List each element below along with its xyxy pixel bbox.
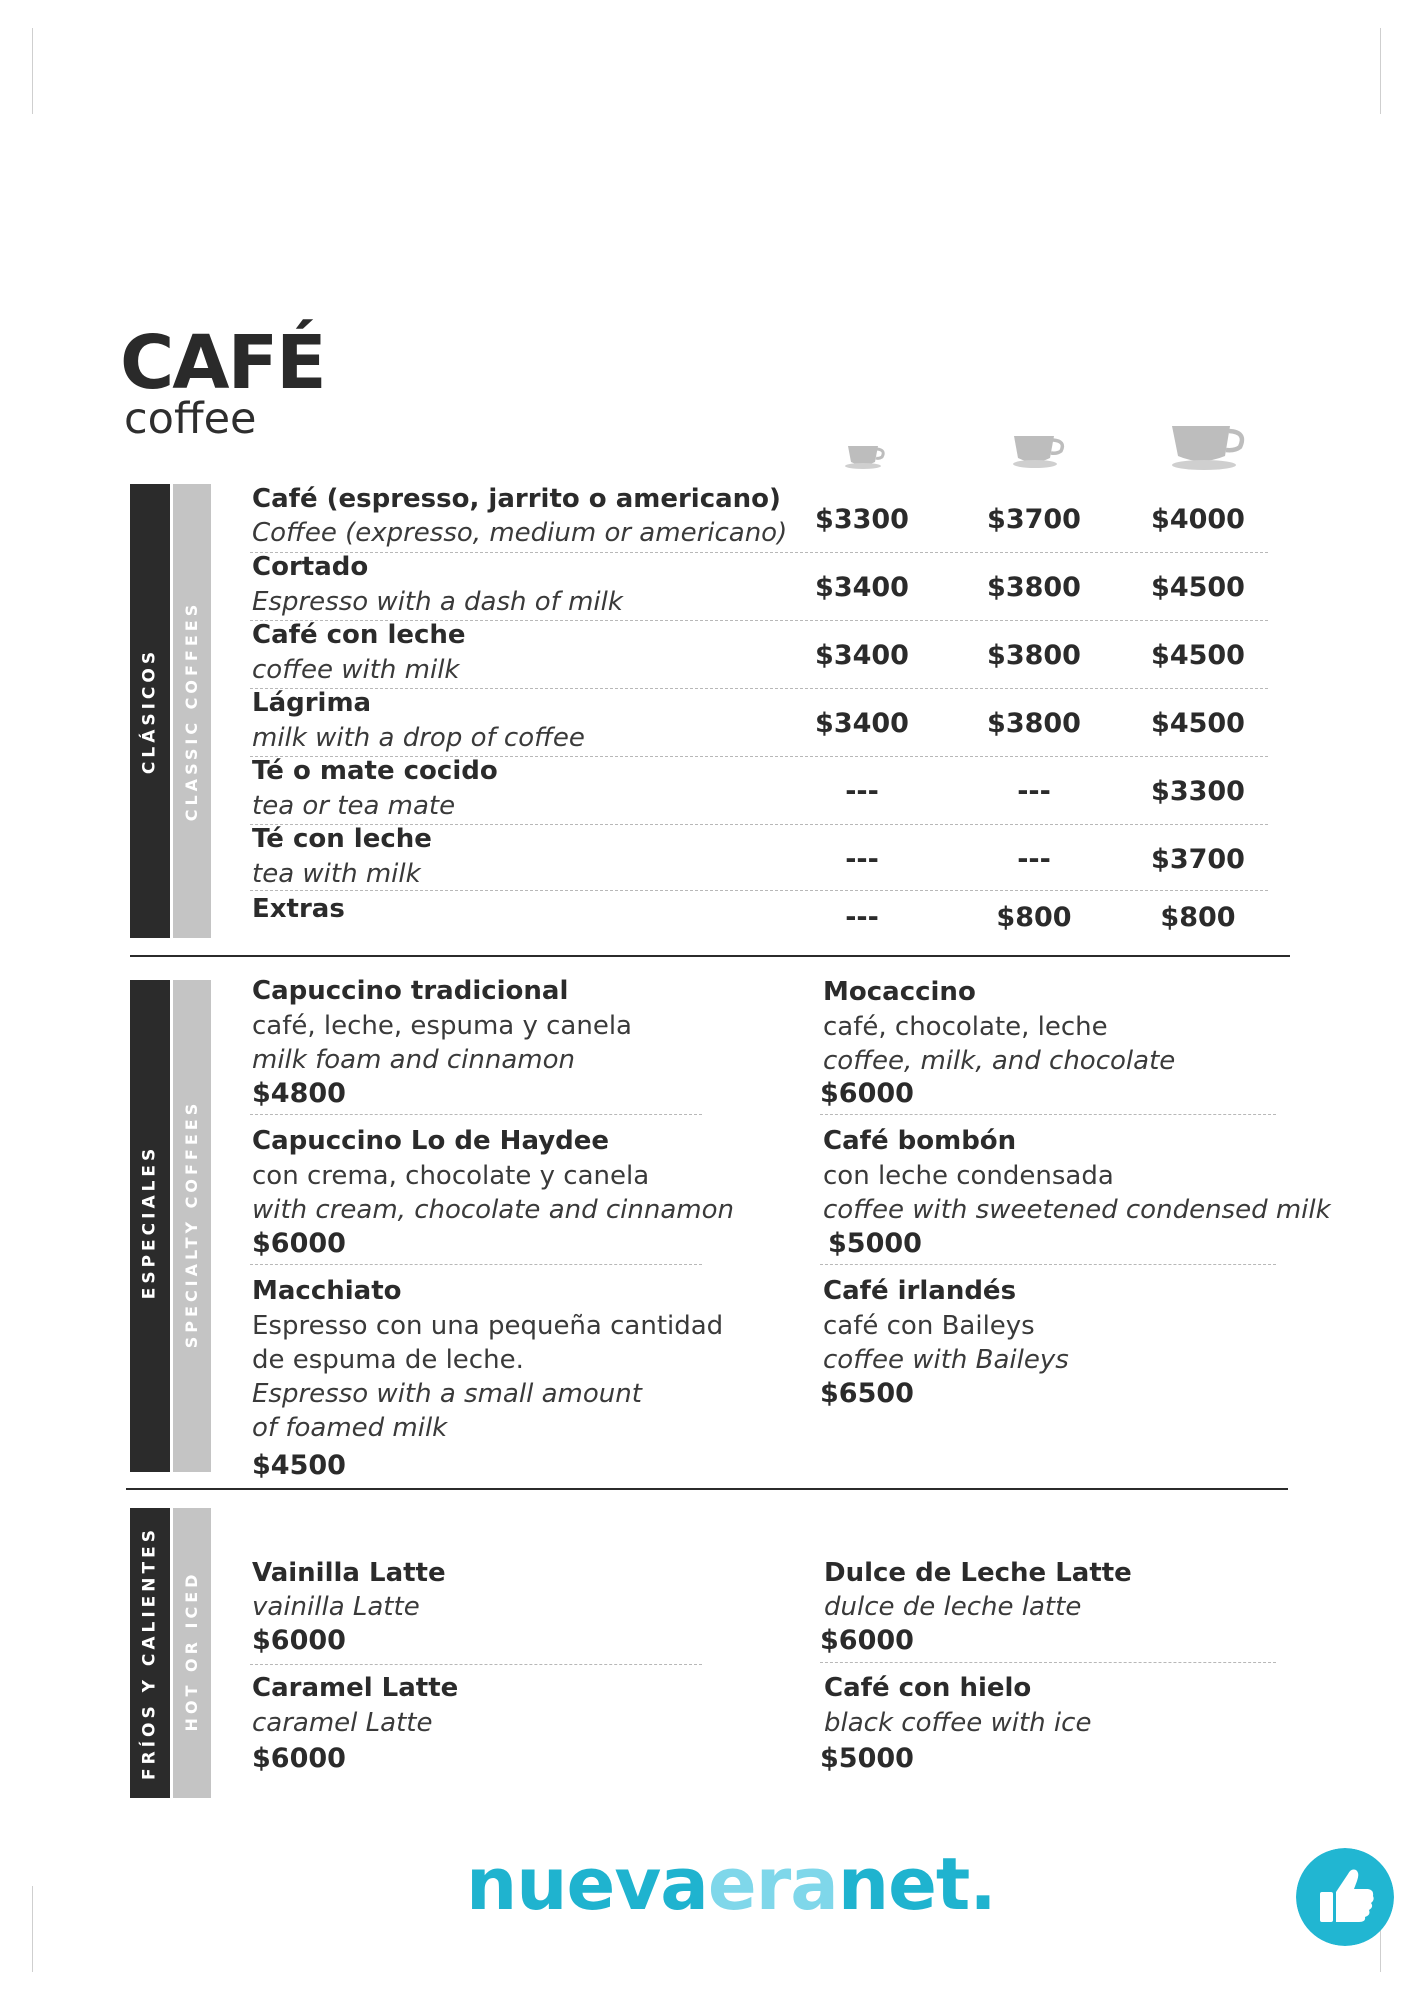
price-medium: --- — [1017, 776, 1051, 807]
item-name: Café (espresso, jarrito o americano) — [252, 484, 781, 514]
small-cup-icon — [844, 440, 892, 470]
item-price: $6000 — [252, 1743, 346, 1774]
section-bar-frios — [130, 1508, 170, 1798]
item-description-es: con crema, chocolate y canela — [252, 1161, 650, 1191]
item-divider — [250, 1264, 702, 1265]
section-label-frios: FRÍOS Y CALIENTES — [139, 1526, 160, 1780]
crop-mark — [32, 28, 33, 114]
section-bar-especiales — [130, 980, 170, 1472]
price-small: --- — [845, 844, 879, 875]
item-price: $4500 — [252, 1450, 346, 1481]
price-small: $3300 — [815, 504, 909, 535]
item-description-es: Espresso con una pequeña cantidad — [252, 1311, 724, 1341]
item-name: Dulce de Leche Latte — [824, 1558, 1132, 1588]
section-label-classic-coffees: CLASSIC COFFEES — [182, 600, 201, 822]
item-description-en: Espresso with a small amount — [252, 1379, 642, 1409]
item-price: $6000 — [820, 1078, 914, 1109]
price-medium: $3800 — [987, 640, 1081, 671]
section-divider — [126, 1488, 1288, 1490]
price-large: $3300 — [1151, 776, 1245, 807]
price-small: $3400 — [815, 640, 909, 671]
item-price: $6500 — [820, 1378, 914, 1409]
price-medium: $3800 — [987, 708, 1081, 739]
item-description: Coffee (expresso, medium or americano) — [252, 518, 788, 548]
item-name: Café con hielo — [824, 1673, 1032, 1703]
item-divider — [250, 1664, 702, 1665]
item-name: Macchiato — [252, 1276, 402, 1306]
logo-text-part: nueva — [466, 1842, 708, 1926]
item-description-es: café con Baileys — [823, 1311, 1035, 1341]
item-name: Café bombón — [823, 1126, 1017, 1156]
price-small: --- — [845, 902, 879, 933]
section-bar-specialty-coffees — [173, 980, 211, 1472]
price-large: $4000 — [1151, 504, 1245, 535]
section-divider — [130, 955, 1290, 957]
price-large: $4500 — [1151, 708, 1245, 739]
crop-mark — [32, 1886, 33, 1972]
item-description-en: dulce de leche latte — [824, 1592, 1082, 1622]
section-label-especiales: ESPECIALES — [139, 1144, 160, 1300]
item-description: tea or tea mate — [252, 791, 456, 821]
item-price: $6000 — [252, 1228, 346, 1259]
section-label-specialty-coffees: SPECIALTY COFFEES — [182, 1099, 201, 1349]
price-large: $800 — [1160, 902, 1236, 933]
section-label-hot-or-iced: HOT OR ICED — [182, 1570, 201, 1732]
crop-mark — [1380, 28, 1381, 114]
item-name: Lágrima — [252, 688, 372, 718]
page-subtitle: coffee — [124, 394, 257, 444]
thumbs-up-icon[interactable] — [1296, 1848, 1394, 1946]
item-description-en: caramel Latte — [252, 1708, 433, 1738]
price-large: $4500 — [1151, 640, 1245, 671]
logo-text-part: era — [707, 1842, 838, 1926]
price-small: $3400 — [815, 708, 909, 739]
item-name: Capuccino tradicional — [252, 976, 569, 1006]
item-name: Cortado — [252, 552, 369, 582]
item-description-en: vainilla Latte — [252, 1592, 420, 1622]
item-price: $5000 — [820, 1743, 914, 1774]
row-divider — [250, 890, 1268, 891]
item-name: Té o mate cocido — [252, 756, 498, 786]
price-small: --- — [845, 776, 879, 807]
item-description-es: con leche condensada — [823, 1161, 1114, 1191]
section-bar-hot-or-iced — [173, 1508, 211, 1798]
item-price: $5000 — [828, 1228, 922, 1259]
item-name: Café con leche — [252, 620, 466, 650]
item-name: Café irlandés — [823, 1276, 1017, 1306]
logo-text-part: . — [969, 1842, 996, 1926]
section-label-clasicos: CLÁSICOS — [139, 647, 160, 775]
item-description-en: milk foam and cinnamon — [252, 1045, 575, 1075]
item-description: milk with a drop of coffee — [252, 723, 585, 753]
item-name: Extras — [252, 894, 345, 924]
price-medium: $800 — [996, 902, 1072, 933]
item-divider — [820, 1264, 1276, 1265]
item-description-en: coffee with Baileys — [823, 1345, 1069, 1375]
item-price: $6000 — [820, 1625, 914, 1656]
page-title: CAFÉ — [120, 320, 325, 406]
item-description-en: black coffee with ice — [824, 1708, 1092, 1738]
item-description: coffee with milk — [252, 655, 460, 685]
item-description-es: de espuma de leche. — [252, 1345, 524, 1375]
price-medium: $3800 — [987, 572, 1081, 603]
item-description-en: of foamed milk — [252, 1413, 448, 1443]
item-divider — [820, 1114, 1276, 1115]
item-description-en: coffee with sweetened condensed milk — [823, 1195, 1331, 1225]
section-bar-classic-coffees — [173, 484, 211, 938]
item-price: $4800 — [252, 1078, 346, 1109]
item-price: $6000 — [252, 1625, 346, 1656]
item-name: Caramel Latte — [252, 1673, 459, 1703]
large-cup-icon — [1168, 420, 1252, 472]
item-divider — [250, 1114, 702, 1115]
item-description-en: with cream, chocolate and cinnamon — [252, 1195, 734, 1225]
medium-cup-icon — [1010, 430, 1072, 470]
item-description: tea with milk — [252, 859, 421, 889]
price-medium: $3700 — [987, 504, 1081, 535]
item-name: Mocaccino — [823, 977, 976, 1007]
price-small: $3400 — [815, 572, 909, 603]
row-divider — [250, 552, 1268, 553]
brand-logo — [466, 1842, 996, 1926]
price-large: $4500 — [1151, 572, 1245, 603]
item-description-es: café, chocolate, leche — [823, 1012, 1108, 1042]
section-bar-clasicos — [130, 484, 170, 938]
item-description: Espresso with a dash of milk — [252, 587, 623, 617]
item-description-es: café, leche, espuma y canela — [252, 1011, 632, 1041]
price-large: $3700 — [1151, 844, 1245, 875]
item-name: Capuccino Lo de Haydee — [252, 1126, 610, 1156]
logo-text-part: net — [837, 1842, 970, 1926]
item-divider — [820, 1662, 1276, 1663]
price-medium: --- — [1017, 844, 1051, 875]
item-description-en: coffee, milk, and chocolate — [823, 1046, 1176, 1076]
row-divider — [250, 688, 1268, 689]
item-name: Té con leche — [252, 824, 432, 854]
item-name: Vainilla Latte — [252, 1558, 446, 1588]
